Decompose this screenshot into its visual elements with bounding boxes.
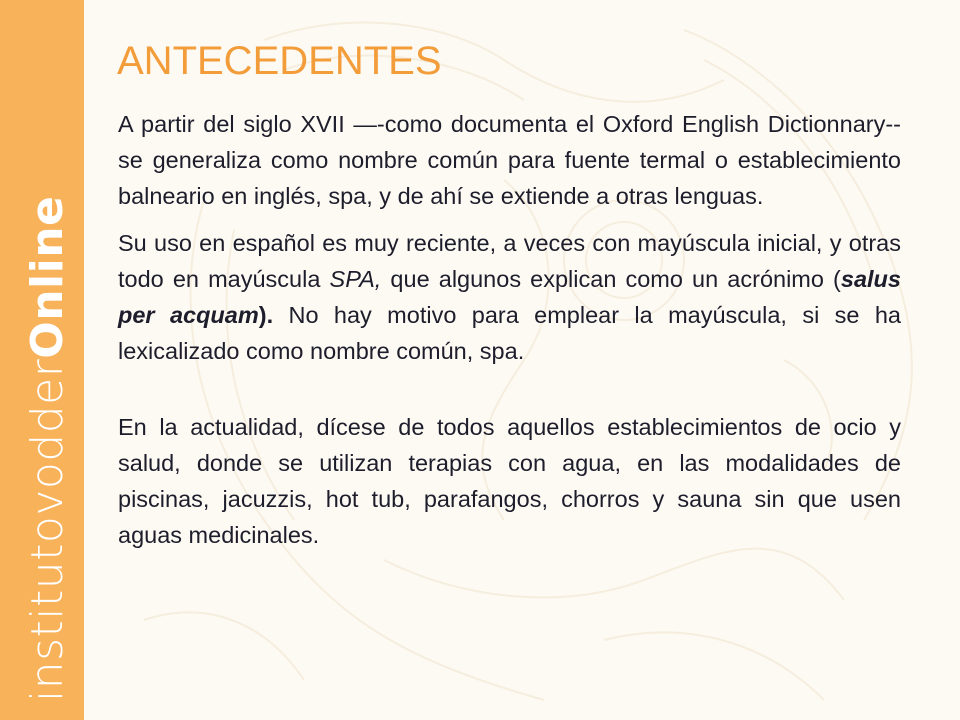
- brand-name-light: institutovodder: [22, 358, 73, 702]
- slide-title: ANTECEDENTES: [117, 39, 442, 83]
- slide-body: [118, 106, 901, 553]
- paragraph-usage-part-a: Su uso en español es muy reciente, a veces con mayúscula inicial, y otras todo en mayúscula: [118, 230, 901, 292]
- acronym-close: ).: [258, 302, 274, 328]
- paragraph-usage-part-c: No hay motivo para emplear la mayúscula, si se ha lexicalizado como nombre común, spa.: [118, 302, 901, 364]
- brand-logo-text: [22, 195, 73, 702]
- spa-italic: SPA,: [329, 266, 382, 292]
- paragraph-origin: A partir del siglo XVII —-como documenta el Oxford English Dictionnary-- se generaliza como nombre común para fuente termal o establecimiento balneario en inglés, spa, y de ahí se extiende a otras lenguas.: [118, 111, 901, 209]
- paragraph-current-meaning: En la actualidad, dícese de todos aquellos establecimientos de ocio y salud, donde se utilizan terapias con agua, en las modalidades de piscinas, jacuzzis, hot tub, parafangos, chorros y sauna sin que usen aguas medicinales.: [118, 414, 901, 548]
- brand-name-bold: Online: [22, 195, 73, 359]
- paragraph-usage-part-b: que algunos explican como un acrónimo (: [381, 266, 841, 292]
- paragraph-usage: [118, 225, 901, 369]
- sidebar-band: [0, 0, 84, 720]
- acronym-latin-phrase: salus per acquam: [118, 266, 901, 328]
